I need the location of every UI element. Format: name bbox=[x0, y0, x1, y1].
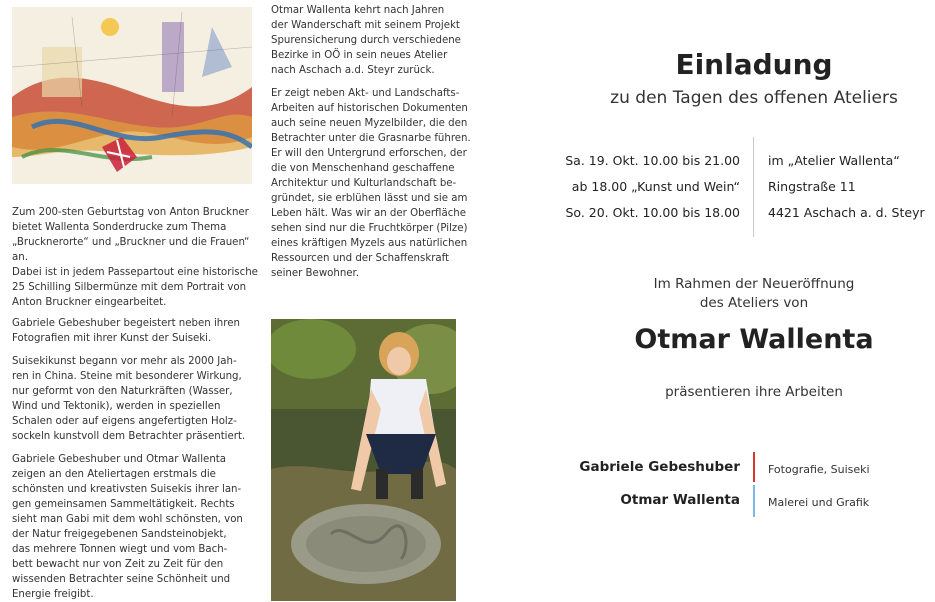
date-item: So. 20. Okt. 10.00 bis 18.00 bbox=[565, 205, 740, 220]
stream-photo-image bbox=[271, 319, 456, 601]
occasion-text bbox=[580, 275, 928, 313]
gebeshuber-intro-paragraph: Gabriele Gebeshuber begeistert neben ihren Fotografien mit ihrer Kunst der Suiseki. bbox=[12, 318, 240, 344]
middle-text-block bbox=[271, 3, 471, 281]
artist-role-gebeshuber: Fotografie, Suiseki bbox=[768, 463, 870, 476]
suiseki-paragraph: Suisekikunst begann vor mehr als 2000 Jah- ren in China. Steine mit besonderer Wirkung, nur geformt von den Naturkräften (Wasser, Wind und Tektonik), werden in speziellen Schalen oder auf eigens angefertigten Holz- sockeln kunstvoll dem Betrachter präsentiert. bbox=[12, 356, 246, 442]
location-line: 4421 Aschach a. d. Steyr bbox=[768, 205, 925, 220]
location-list bbox=[768, 148, 933, 226]
location-line: im „Atelier Wallenta“ bbox=[768, 153, 900, 168]
dates-divider bbox=[753, 137, 754, 237]
artist-divider-red bbox=[753, 452, 755, 482]
joint-exhibition-paragraph: Gabriele Gebeshuber und Otmar Wallenta zeigen an den Ateliertagen erstmals die schönsten und kreativsten Suisekis ihrer lan- gen gemeinsamen Sammeltätigkeit. Rechts sieht man Gabi mit dem wohl schönsten, von der Natur freigegebenen Sandsteinobjekt, das mehrere Tonnen wiegt und vom Bach- bett bewacht nur von Zeit zu Zeit für den wissenden Betrachter seine Schönheit und Energie freigibt. bbox=[12, 454, 243, 600]
dates-list bbox=[560, 148, 740, 226]
works-paragraph: Er zeigt neben Akt- und Landschafts- Arbeiten auf historischen Dokumenten auch seine neuen Myzelbilder, die den Betrachter unter die Grasnarbe führen. Er will den Untergrund erforschen, der die von Menschenhand geschaffene Architektur und Kulturlandschaft be- gründet, sie erblühen lässt und sie am Leben hält. Was wir an der Oberfläche sehen sind nur die Fruchtkörper (Pilze) eines kräftigen Myzels aus natürlichen Ressourcen und der Schaffenskraft seiner Bewohner. bbox=[271, 88, 471, 279]
location-line: Ringstraße 11 bbox=[768, 179, 856, 194]
present-text: präsentieren ihre Arbeiten bbox=[665, 384, 843, 400]
occasion-line-1: Im Rahmen der Neueröffnung bbox=[653, 276, 855, 292]
artist-divider-blue bbox=[753, 485, 755, 517]
date-item: Sa. 19. Okt. 10.00 bis 21.00 bbox=[565, 153, 740, 168]
artist-name-gebeshuber: Gabriele Gebeshuber bbox=[579, 459, 740, 475]
suiseki-text-block bbox=[12, 316, 262, 602]
bruckner-text-block bbox=[12, 205, 262, 310]
artist-role-wallenta: Malerei und Grafik bbox=[768, 496, 870, 509]
invitation-title: Einladung bbox=[675, 48, 833, 81]
occasion-line-2: des Ateliers von bbox=[699, 295, 809, 311]
bruckner-paragraph: Zum 200-sten Geburtstag von Anton Bruckner bietet Wallenta Sonderdrucke zum Thema „Brucknerorte“ und „Bruckner und die Frauen“ an. Dabei ist in jedem Passepartout eine historische 25 Schilling Silbermünze mit dem Portrait von Anton Bruckner eingearbeitet. bbox=[12, 207, 258, 308]
host-name: Otmar Wallenta bbox=[634, 324, 874, 355]
watercolor-artwork-image bbox=[12, 7, 252, 184]
date-item: ab 18.00 „Kunst und Wein“ bbox=[571, 179, 740, 194]
invitation-subtitle: zu den Tagen des offenen Ateliers bbox=[610, 88, 898, 108]
return-paragraph: Otmar Wallenta kehrt nach Jahren der Wanderschaft mit seinem Projekt Spurensicherung durch verschiedene Bezirke in OÖ in sein neues Atelier nach Aschach a.d. Steyr zurück. bbox=[271, 5, 461, 76]
artist-name-wallenta: Otmar Wallenta bbox=[620, 492, 740, 508]
